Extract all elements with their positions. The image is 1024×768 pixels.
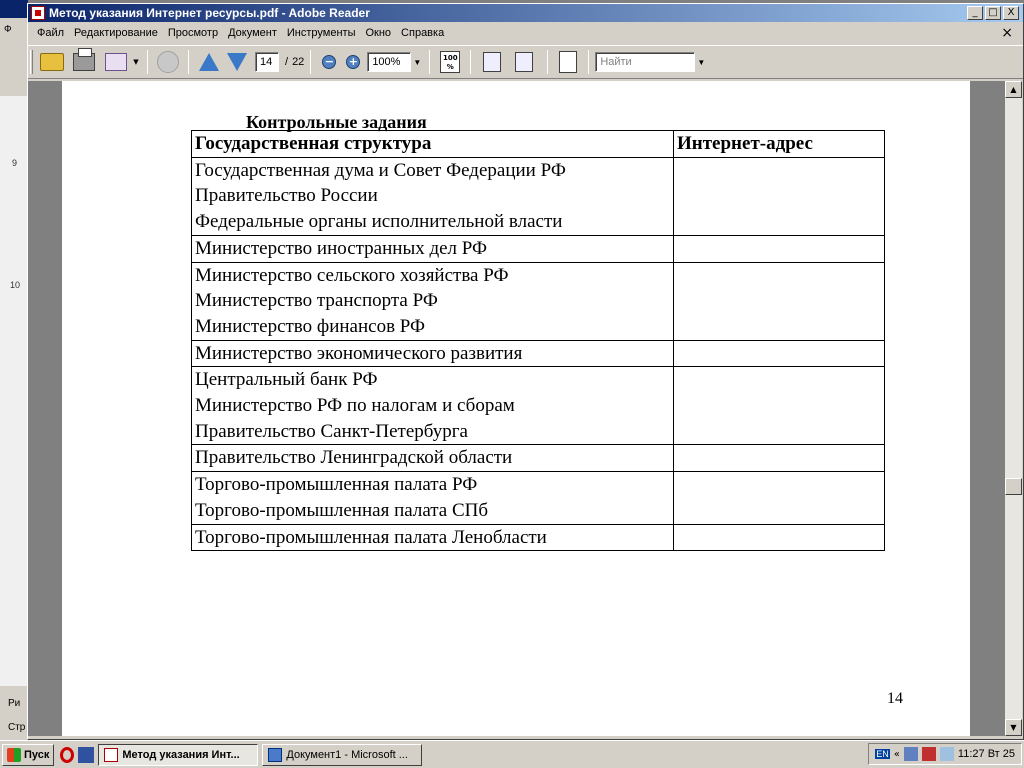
next-page-button[interactable] bbox=[223, 49, 251, 75]
toolbar-separator bbox=[429, 50, 430, 74]
search-dropdown[interactable]: ▼ bbox=[697, 57, 706, 67]
pdf-page bbox=[62, 81, 970, 736]
fit-page-icon bbox=[515, 52, 533, 72]
table-row bbox=[192, 472, 885, 524]
table-row bbox=[192, 235, 885, 262]
background-window bbox=[0, 0, 28, 740]
structure-cell bbox=[192, 235, 674, 262]
start-button[interactable] bbox=[2, 744, 54, 766]
table-row bbox=[192, 262, 885, 340]
structure-name: Министерство РФ по налогам и сборам bbox=[195, 395, 515, 417]
close-document-button[interactable]: × bbox=[1001, 25, 1013, 41]
header-structure: Государственная структура bbox=[192, 131, 674, 158]
task-reader[interactable] bbox=[98, 744, 258, 766]
vertical-scrollbar[interactable] bbox=[1005, 81, 1022, 736]
clock[interactable]: 11:27 Вт 25 bbox=[957, 748, 1015, 760]
table-row bbox=[192, 524, 885, 551]
structure-name: Торгово-промышленная палата СПб bbox=[195, 499, 489, 521]
background-titlebar bbox=[0, 0, 28, 18]
page-icon bbox=[559, 51, 577, 73]
structure-cell bbox=[192, 340, 674, 367]
structure-name: Центральный банк РФ bbox=[195, 369, 378, 391]
structure-cell bbox=[192, 445, 674, 472]
single-page-button[interactable] bbox=[554, 49, 582, 75]
page-heading: Контрольные задания bbox=[246, 112, 427, 132]
structure-name: Правительство Ленинградской области bbox=[195, 447, 513, 469]
arrow-up-icon bbox=[199, 53, 219, 71]
table-row bbox=[192, 157, 885, 235]
toolbar-separator bbox=[588, 50, 589, 74]
government-structures-table bbox=[191, 130, 885, 551]
window-controls bbox=[967, 6, 1019, 20]
task-label: Документ1 - Microsoft ... bbox=[286, 748, 408, 761]
menu-document[interactable]: Документ bbox=[228, 27, 277, 39]
menu-file[interactable]: Файл bbox=[37, 27, 65, 39]
structure-cell bbox=[192, 262, 674, 340]
scroll-up-button[interactable]: ▲ bbox=[1005, 81, 1022, 98]
structure-cell bbox=[192, 367, 674, 445]
search-input[interactable]: Найти bbox=[595, 52, 695, 72]
show-hidden-icons-button[interactable]: « bbox=[893, 748, 900, 760]
structure-name: Правительство России bbox=[195, 185, 378, 207]
structure-name: Торгово-промышленная палата Ленобласти bbox=[195, 526, 547, 548]
zoom-input[interactable]: 100% bbox=[367, 52, 411, 72]
table-body bbox=[192, 157, 885, 551]
address-cell bbox=[674, 472, 885, 524]
vertical-ruler bbox=[0, 96, 28, 686]
windows-logo-icon bbox=[7, 748, 21, 762]
pdf-icon bbox=[31, 6, 45, 20]
fit-width-icon bbox=[483, 52, 501, 72]
previous-page-button[interactable] bbox=[195, 49, 223, 75]
folder-icon bbox=[40, 53, 64, 71]
background-status-fragment: Ри bbox=[8, 698, 21, 709]
structure-name: Министерство экономического развития bbox=[195, 342, 523, 364]
zoom-out-button[interactable] bbox=[317, 49, 341, 75]
menu-window[interactable]: Окно bbox=[365, 27, 392, 39]
address-cell bbox=[674, 340, 885, 367]
minimize-button[interactable]: _ bbox=[967, 6, 983, 20]
email-dropdown[interactable]: ▼ bbox=[133, 58, 139, 66]
table-row bbox=[192, 367, 885, 445]
pdf-icon bbox=[104, 748, 118, 762]
structure-name: Торгово-промышленная палата РФ bbox=[195, 474, 478, 496]
table-row bbox=[192, 445, 885, 472]
total-pages: 22 bbox=[292, 56, 305, 68]
structure-name: Правительство Санкт-Петербурга bbox=[195, 420, 468, 442]
toolbar-separator bbox=[147, 50, 148, 74]
scroll-thumb[interactable] bbox=[1005, 478, 1022, 495]
menu-tools[interactable]: Инструменты bbox=[286, 27, 356, 39]
zoom-in-button[interactable] bbox=[341, 49, 365, 75]
word-icon bbox=[268, 748, 282, 762]
background-status-fragment: Стр bbox=[8, 722, 26, 733]
quick-launch bbox=[60, 747, 94, 763]
flag-icon[interactable] bbox=[940, 747, 954, 761]
email-button[interactable] bbox=[101, 49, 131, 75]
structure-name: Министерство транспорта РФ bbox=[195, 290, 438, 312]
ruler-number: 10 bbox=[10, 280, 21, 290]
structure-name: Министерство сельского хозяйства РФ bbox=[195, 264, 509, 286]
email-icon bbox=[105, 53, 127, 71]
network-icon[interactable] bbox=[904, 747, 918, 761]
print-button[interactable] bbox=[67, 49, 101, 75]
start-label: Пуск bbox=[24, 748, 50, 761]
menu-view[interactable]: Просмотр bbox=[167, 27, 219, 39]
menu-help[interactable]: Справка bbox=[401, 27, 445, 39]
printer-icon bbox=[73, 53, 95, 71]
toolbar-separator bbox=[470, 50, 471, 74]
address-cell bbox=[674, 157, 885, 235]
quick-launch-icon[interactable] bbox=[78, 747, 94, 763]
page-number-footer: 14 bbox=[887, 690, 903, 707]
arrow-down-icon bbox=[227, 53, 247, 71]
structure-name: Государственная дума и Совет Федерации РФ bbox=[195, 159, 566, 181]
table-row bbox=[192, 340, 885, 367]
fit-width-button[interactable] bbox=[477, 49, 507, 75]
header-address: Интернет-адрес bbox=[674, 131, 885, 158]
menu-bar bbox=[28, 23, 1023, 43]
address-cell bbox=[674, 445, 885, 472]
toolbar-separator bbox=[310, 50, 311, 74]
table-header-row bbox=[192, 131, 885, 158]
taskbar bbox=[0, 740, 1024, 768]
window-title: Метод указания Интернет ресурсы.pdf - Adobe Reader bbox=[49, 6, 370, 20]
toolbar bbox=[28, 45, 1023, 79]
structure-cell bbox=[192, 472, 674, 524]
structure-cell bbox=[192, 524, 674, 551]
toolbar-separator bbox=[188, 50, 189, 74]
zoom-dropdown[interactable]: ▼ bbox=[413, 57, 422, 67]
task-word[interactable] bbox=[262, 744, 422, 766]
actual-size-button[interactable] bbox=[436, 49, 464, 75]
structure-cell bbox=[192, 157, 674, 235]
open-button[interactable] bbox=[37, 49, 67, 75]
antivirus-icon[interactable] bbox=[922, 747, 936, 761]
structure-name: Федеральные органы исполнительной власти bbox=[195, 211, 563, 233]
fit-page-button[interactable] bbox=[507, 49, 541, 75]
language-indicator[interactable]: EN bbox=[876, 749, 889, 759]
ruler-number: 9 bbox=[12, 158, 18, 168]
toolbar-grip[interactable] bbox=[30, 50, 33, 74]
page-number-input[interactable]: 14 bbox=[255, 52, 279, 72]
maximize-button[interactable]: □ bbox=[985, 6, 1001, 20]
document-area[interactable] bbox=[28, 81, 1005, 736]
task-label: Метод указания Инт... bbox=[122, 748, 240, 761]
menu-edit[interactable]: Редактирование bbox=[74, 27, 158, 39]
opera-icon[interactable] bbox=[60, 747, 74, 763]
address-cell bbox=[674, 262, 885, 340]
background-menu-fragment[interactable]: Ф bbox=[4, 24, 12, 35]
hand-tool-button[interactable] bbox=[154, 49, 182, 75]
structure-name: Министерство иностранных дел РФ bbox=[195, 237, 488, 259]
title-bar[interactable] bbox=[28, 4, 1023, 22]
address-cell bbox=[674, 524, 885, 551]
toolbar-separator bbox=[547, 50, 548, 74]
system-tray bbox=[868, 743, 1022, 765]
reader-window bbox=[27, 3, 1024, 740]
page-separator: / bbox=[285, 56, 289, 68]
actual-size-icon: 100 % bbox=[440, 51, 460, 73]
zoom-out-icon: − bbox=[322, 55, 336, 69]
zoom-in-icon: + bbox=[346, 55, 360, 69]
address-cell bbox=[674, 235, 885, 262]
hand-icon bbox=[157, 51, 179, 73]
address-cell bbox=[674, 367, 885, 445]
close-button[interactable]: X bbox=[1003, 6, 1019, 20]
scroll-down-button[interactable]: ▼ bbox=[1005, 719, 1022, 736]
structure-name: Министерство финансов РФ bbox=[195, 315, 426, 337]
